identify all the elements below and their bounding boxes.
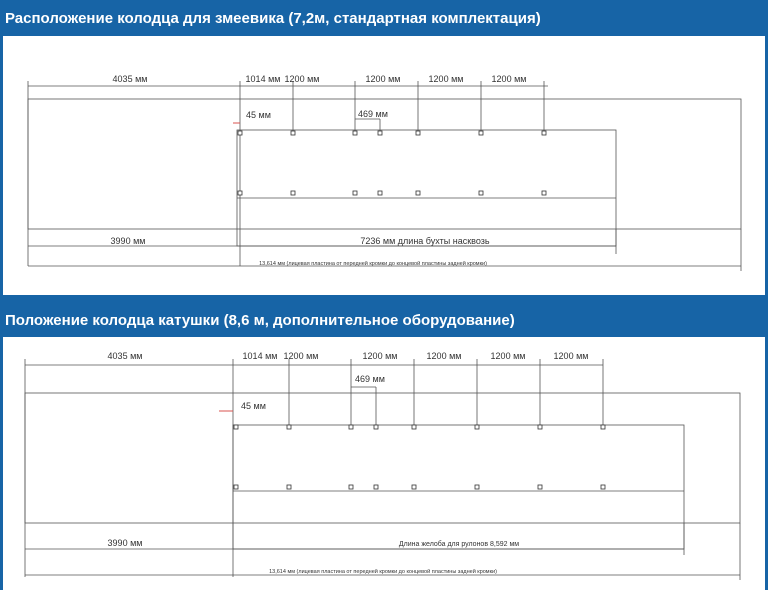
well-marker (353, 191, 357, 195)
well-marker (475, 485, 479, 489)
well-marker (412, 485, 416, 489)
well-marker (416, 191, 420, 195)
well-marker (349, 485, 353, 489)
well-marker (374, 425, 378, 429)
well-marker (234, 425, 238, 429)
well-marker (287, 425, 291, 429)
well-marker (416, 131, 420, 135)
dim-469: 469 мм (355, 374, 385, 384)
well-marker (353, 131, 357, 135)
well-markers-bottom (234, 485, 605, 489)
well-marker (412, 425, 416, 429)
well-markers-top (234, 425, 605, 429)
diagram-panel-standard (3, 36, 765, 295)
section-title-coil-well-standard: Расположение колодца для змеевика (7,2м, стандартная комплектация) (5, 10, 541, 27)
section-title-coil-well-optional: Положение колодца катушки (8,6 м, дополнительное оборудование) (5, 312, 515, 329)
trailer-layout-diagram-optional (3, 337, 765, 590)
well-marker (238, 191, 242, 195)
dim-1200-b: 1200 мм (362, 351, 398, 361)
dim-1200-a: 1200 мм (284, 74, 320, 84)
well-marker (349, 425, 353, 429)
dim-1200-d: 1200 мм (490, 351, 526, 361)
well-marker (287, 485, 291, 489)
dim-7236: 7236 мм длина бухты насквозь (360, 236, 490, 246)
dim-total-note: 13,614 мм (лицевая пластина от передней кромки до концевой пластины задней кромки) (259, 261, 487, 267)
dim-469: 469 мм (358, 109, 388, 119)
well-marker (378, 191, 382, 195)
well-marker (291, 191, 295, 195)
well-marker (479, 131, 483, 135)
dim-45: 45 мм (246, 110, 271, 120)
trailer-layout-diagram-standard (3, 36, 765, 295)
dim-1014: 1014 мм (245, 74, 281, 84)
dim-1200-c: 1200 мм (426, 351, 462, 361)
well-marker (234, 485, 238, 489)
well-marker (542, 131, 546, 135)
dim-1200-c: 1200 мм (428, 74, 464, 84)
well-marker (542, 191, 546, 195)
well-marker (238, 131, 242, 135)
well-marker (479, 191, 483, 195)
dim-1200-d: 1200 мм (491, 74, 527, 84)
dim-4035: 4035 мм (107, 351, 143, 361)
dim-3990: 3990 мм (110, 236, 146, 246)
diagram-panel-optional (3, 337, 765, 590)
well-marker (475, 425, 479, 429)
well-marker (291, 131, 295, 135)
dim-1200-e: 1200 мм (553, 351, 589, 361)
dim-4035: 4035 мм (112, 74, 148, 84)
dim-total-note: 13,614 мм (лицевая пластина от передней кромки до концевой пластины задней кромки) (269, 569, 497, 575)
dim-chute-length: Длина желоба для рулонов 8,592 мм (398, 541, 520, 548)
well-marker (538, 485, 542, 489)
dim-3990: 3990 мм (107, 538, 143, 548)
well-marker (374, 485, 378, 489)
well-marker (378, 131, 382, 135)
dim-1200-a: 1200 мм (283, 351, 319, 361)
dim-1200-b: 1200 мм (365, 74, 401, 84)
well-marker (538, 425, 542, 429)
well-markers-bottom (238, 191, 546, 195)
well-marker (601, 485, 605, 489)
dim-1014: 1014 мм (242, 351, 278, 361)
well-markers-top (238, 131, 546, 135)
dim-45: 45 мм (241, 401, 266, 411)
well-marker (601, 425, 605, 429)
